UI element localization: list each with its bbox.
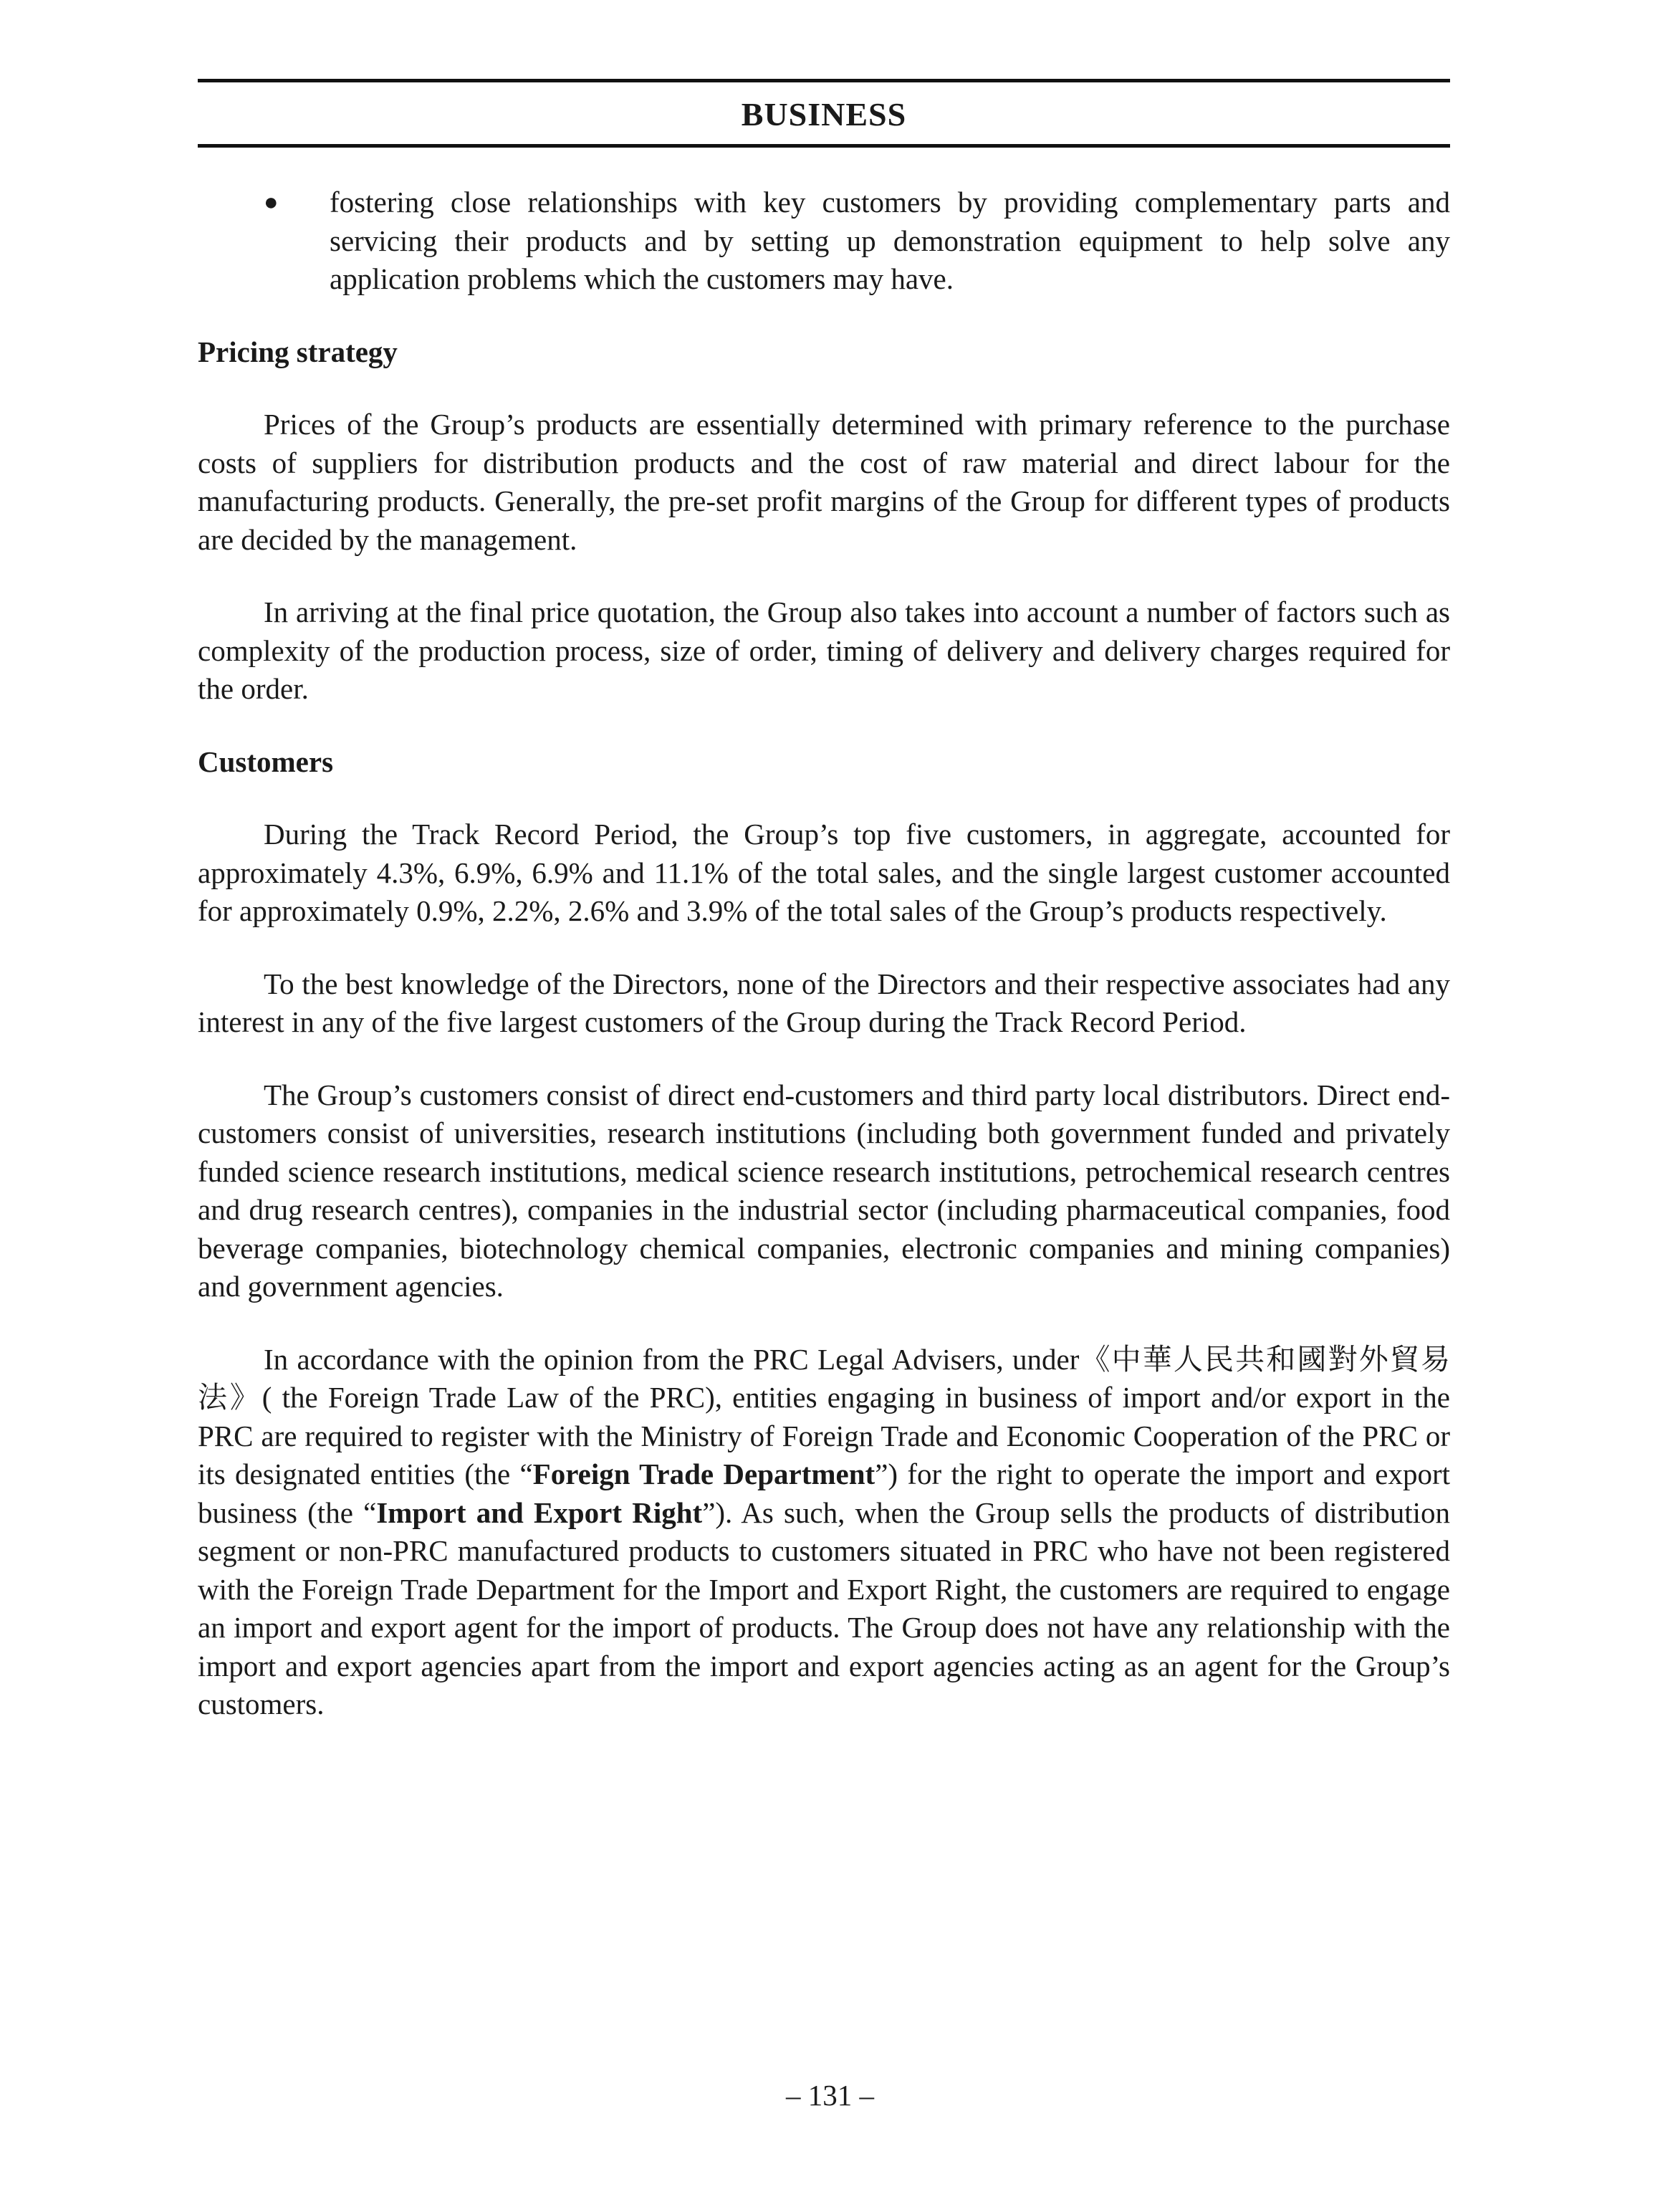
page-number: – 131 – xyxy=(786,2079,874,2112)
document-page xyxy=(198,79,1450,1758)
pricing-paragraph-2: In arriving at the final price quotation, the Group also takes into account a number of factors such as complexity of the production process, size of order, timing of delivery and delivery charges required for the order. xyxy=(198,595,1450,705)
customers-paragraph-4 xyxy=(198,1341,1450,1724)
section-header: BUSINESS xyxy=(741,96,907,133)
customers-paragraph-2: To the best knowledge of the Directors, none of the Directors and their respective associates had any interest in any of the five largest customers of the Group during the Track Record Period. xyxy=(198,967,1450,1038)
defined-term-import-export-right: Import and Export Right xyxy=(376,1495,703,1529)
bullet-item xyxy=(198,183,1450,299)
paragraph-text: In accordance with the opinion from the PRC Legal Advisers, under《中華人民共和國對外貿易法》( the Foreign Trade Law of the PRC), entities engaging in business of import and/or export in the PRC are required to register with the Ministry of Foreign Trade and Economic Cooperation of the PRC or its designated entities (the “ xyxy=(198,1342,1450,1490)
customers-paragraph-1: During the Track Record Period, the Group’s top five customers, in aggregate, accounted for approximately 4.3%, 6.9%, 6.9% and 11.1% of the total sales, and the single largest customer accounted for approximately 0.9%, 2.2%, 2.6% and 3.9% of the total sales of the Group’s products respectively. xyxy=(198,818,1450,927)
pricing-paragraph-1: Prices of the Group’s products are essentially determined with primary reference to the purchase costs of suppliers for distribution products and the cost of raw material and direct labour for the manufacturing products. Generally, the pre-set profit margins of the Group for different types of products are decided by the management. xyxy=(198,408,1450,556)
bullet-text: fostering close relationships with key customers by providing complementary parts and servicing their products and by setting up demonstration equipment to help solve any application problems which the customers may have. xyxy=(330,186,1450,295)
paragraph-text: ”). As such, when the Group sells the products of distribution segment or non-PRC manufactured products to customers situated in PRC who have not been registered with the Foreign Trade Department for the Import and Export Right, the customers are required to engage an import and export agent for the import of products. The Group does not have any relationship with the import and export agencies apart from the import and export agencies acting as an agent for the Group’s customers. xyxy=(198,1495,1450,1720)
pricing-heading: Pricing strategy xyxy=(198,335,398,368)
header-bottom-rule xyxy=(198,144,1450,148)
defined-term-foreign-trade-department: Foreign Trade Department xyxy=(532,1457,875,1490)
header-top-rule xyxy=(198,79,1450,82)
paragraph-text: ”) for the right to operate the import and export business (the “ xyxy=(198,1457,1450,1529)
body-content xyxy=(198,183,1450,1724)
bullet-dot-icon: ● xyxy=(264,189,279,216)
customers-heading: Customers xyxy=(198,744,334,778)
customers-paragraph-3: The Group’s customers consist of direct end-customers and third party local distributors. Direct end-customers consist of universities, research institutions (including both government funded and privately funded science research institutions, medical science research institutions, petrochemical research centres and drug research centres), companies in the industrial sector (including pharmaceutical companies, food beverage companies, biotechnology chemical companies, electronic companies and mining companies) and government agencies. xyxy=(198,1078,1450,1303)
